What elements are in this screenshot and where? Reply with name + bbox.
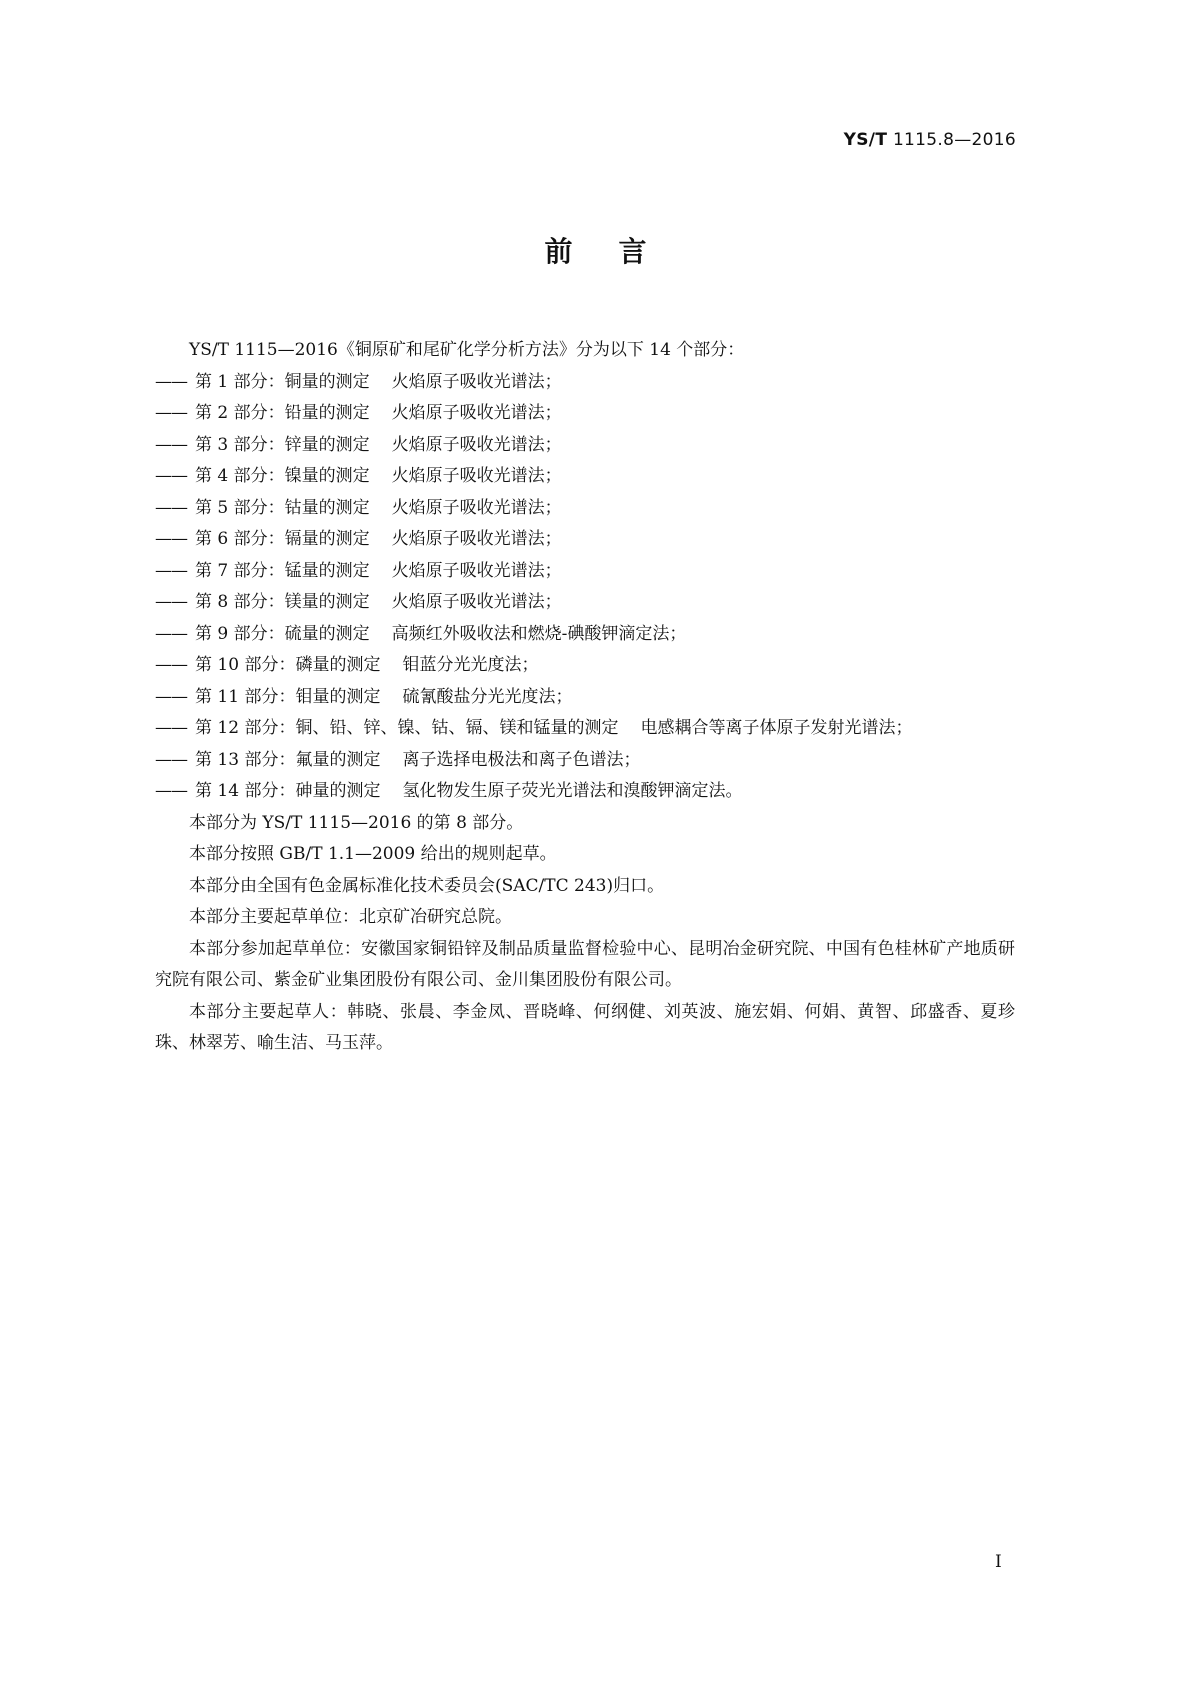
- part-label: 第 9 部分：硫量的测定: [195, 623, 370, 644]
- list-item: [155, 713, 1015, 745]
- part-label: 第 7 部分：锰量的测定: [195, 560, 370, 581]
- list-dash: ——: [155, 718, 187, 738]
- part-label: 第 11 部分：钼量的测定: [195, 686, 381, 707]
- part-method: 火焰原子吸收光谱法；: [391, 403, 562, 423]
- part-label: 第 12 部分：铜、铅、锌、镍、钴、镉、镁和锰量的测定: [195, 718, 619, 738]
- page-title: 前言: [544, 235, 693, 268]
- part-label: 第 10 部分：磷量的测定: [195, 655, 381, 675]
- page-number: I: [995, 1552, 1002, 1572]
- part-statement: 本部分为 YS/T 1115—2016 的第 8 部分。: [189, 812, 524, 833]
- intro-paragraph: YS/T 1115—2016《铜原矿和尾矿化学分析方法》分为以下 14 个部分：: [189, 340, 745, 360]
- list-item: [155, 619, 1015, 651]
- part-method: 火焰原子吸收光谱法；: [391, 497, 562, 518]
- standard-code-prefix: YS/T: [843, 130, 888, 150]
- part-label: 第 3 部分：锌量的测定: [195, 434, 370, 455]
- list-item: [155, 461, 1015, 493]
- committee-statement: 本部分由全国有色金属标准化技术委员会(SAC/TC 243)归口。: [189, 875, 665, 896]
- part-method: 高频红外吸收法和燃烧-碘酸钾滴定法；: [391, 623, 687, 644]
- list-item: [155, 745, 1015, 777]
- part-method: 火焰原子吸收光谱法；: [391, 592, 562, 612]
- participating-drafting-units: 本部分参加起草单位：安徽国家铜铅锌及制品质量监督检验中心、昆明冶金研究院、中国有色桂林矿产地质研究院有限公司、紫金矿业集团股份有限公司、金川集团股份有限公司。: [155, 938, 1015, 990]
- list-dash: ——: [155, 529, 187, 549]
- list-dash: ——: [155, 371, 187, 392]
- main-drafters: 本部分主要起草人：韩晓、张晨、李金凤、晋晓峰、何纲健、刘英波、施宏娟、何娟、黄智、邱盛香、夏珍珠、林翠芳、喻生洁、马玉萍。: [155, 1001, 1015, 1053]
- list-item: [155, 556, 1015, 588]
- part-method: 电感耦合等离子体原子发射光谱法；: [640, 718, 913, 738]
- list-dash: ——: [155, 592, 187, 612]
- part-method: 钼蓝分光光度法；: [402, 655, 539, 675]
- part-method: 氢化物发生原子荧光光谱法和溴酸钾滴定法。: [402, 781, 743, 801]
- list-dash: ——: [155, 466, 187, 486]
- part-method: 火焰原子吸收光谱法；: [391, 371, 562, 392]
- standard-code: [844, 130, 1016, 150]
- part-method: 火焰原子吸收光谱法；: [391, 434, 562, 455]
- part-method: 火焰原子吸收光谱法；: [391, 560, 562, 581]
- list-item: [155, 367, 1015, 399]
- part-label: 第 2 部分：铅量的测定: [195, 403, 370, 423]
- part-label: 第 8 部分：镁量的测定: [195, 592, 370, 612]
- part-label: 第 13 部分：氟量的测定: [195, 749, 381, 770]
- list-item: [155, 430, 1015, 462]
- list-item: [155, 587, 1015, 619]
- list-dash: ——: [155, 497, 187, 518]
- part-method: 硫氰酸盐分光光度法；: [402, 686, 573, 707]
- list-dash: ——: [155, 403, 187, 423]
- part-method: 火焰原子吸收光谱法；: [391, 466, 562, 486]
- list-dash: ——: [155, 749, 187, 770]
- part-label: 第 14 部分：砷量的测定: [195, 781, 381, 801]
- foreword-body: [155, 335, 1015, 1060]
- list-item: [155, 398, 1015, 430]
- part-label: 第 5 部分：钴量的测定: [195, 497, 370, 518]
- drafting-rules-statement: 本部分按照 GB/T 1.1—2009 给出的规则起草。: [189, 844, 557, 864]
- list-dash: ——: [155, 686, 187, 707]
- part-label: 第 4 部分：镍量的测定: [195, 466, 370, 486]
- part-label: 第 1 部分：铜量的测定: [195, 371, 370, 392]
- list-dash: ——: [155, 434, 187, 455]
- list-item: [155, 493, 1015, 525]
- parts-list: [155, 367, 1015, 808]
- list-dash: ——: [155, 560, 187, 581]
- part-label: 第 6 部分：镉量的测定: [195, 529, 370, 549]
- list-dash: ——: [155, 623, 187, 644]
- list-item: [155, 776, 1015, 808]
- list-dash: ——: [155, 655, 187, 675]
- part-method: 火焰原子吸收光谱法；: [391, 529, 562, 549]
- standard-code-number: 1115.8—2016: [892, 130, 1016, 150]
- list-item: [155, 650, 1015, 682]
- part-method: 离子选择电极法和离子色谱法；: [402, 749, 641, 770]
- list-dash: ——: [155, 781, 187, 801]
- list-item: [155, 524, 1015, 556]
- list-item: [155, 682, 1015, 714]
- main-drafting-unit: 本部分主要起草单位：北京矿冶研究总院。: [189, 907, 512, 927]
